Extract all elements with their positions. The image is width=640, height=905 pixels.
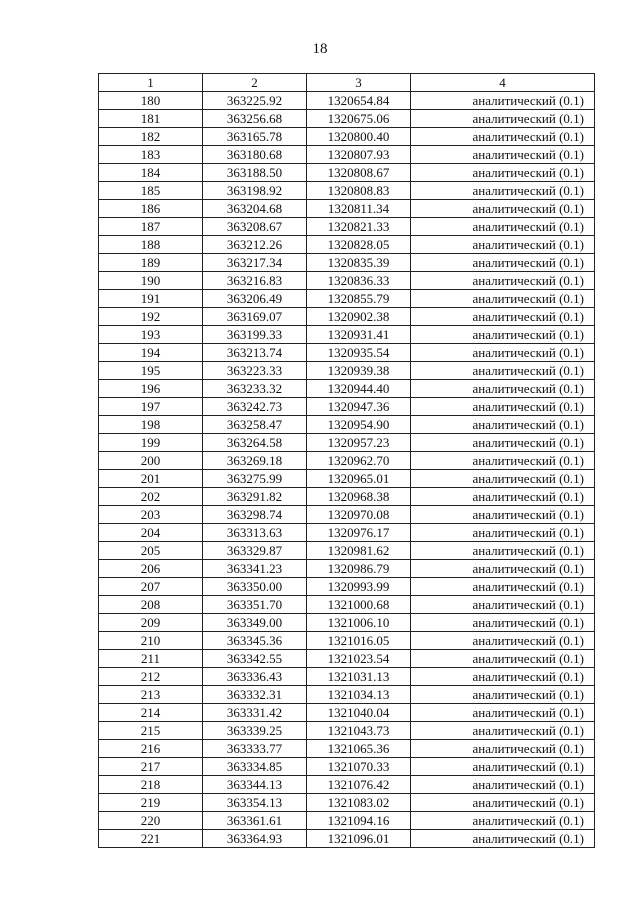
y-coordinate-cell: 1320807.93 — [307, 146, 411, 164]
y-coordinate-cell: 1320970.08 — [307, 506, 411, 524]
x-coordinate-cell: 363339.25 — [203, 722, 307, 740]
point-number-cell: 203 — [99, 506, 203, 524]
y-coordinate-cell: 1320957.23 — [307, 434, 411, 452]
method-cell: аналитический (0.1) — [411, 614, 595, 632]
point-number-cell: 195 — [99, 362, 203, 380]
method-cell: аналитический (0.1) — [411, 254, 595, 272]
table-row — [99, 704, 595, 722]
point-number-cell: 196 — [99, 380, 203, 398]
y-coordinate-cell: 1320976.17 — [307, 524, 411, 542]
table-row — [99, 254, 595, 272]
method-cell: аналитический (0.1) — [411, 182, 595, 200]
table-row — [99, 722, 595, 740]
table-row — [99, 686, 595, 704]
point-number-cell: 220 — [99, 812, 203, 830]
method-cell: аналитический (0.1) — [411, 776, 595, 794]
method-cell: аналитический (0.1) — [411, 542, 595, 560]
y-coordinate-cell: 1321023.54 — [307, 650, 411, 668]
point-number-cell: 218 — [99, 776, 203, 794]
table-row — [99, 92, 595, 110]
table-row — [99, 218, 595, 236]
point-number-cell: 182 — [99, 128, 203, 146]
method-cell: аналитический (0.1) — [411, 308, 595, 326]
point-number-cell: 188 — [99, 236, 203, 254]
column-header-4: 4 — [411, 74, 595, 92]
point-number-cell: 191 — [99, 290, 203, 308]
table-row — [99, 830, 595, 848]
point-number-cell: 213 — [99, 686, 203, 704]
point-number-cell: 200 — [99, 452, 203, 470]
y-coordinate-cell: 1321070.33 — [307, 758, 411, 776]
x-coordinate-cell: 363344.13 — [203, 776, 307, 794]
method-cell: аналитический (0.1) — [411, 524, 595, 542]
x-coordinate-cell: 363334.85 — [203, 758, 307, 776]
y-coordinate-cell: 1320835.39 — [307, 254, 411, 272]
point-number-cell: 180 — [99, 92, 203, 110]
column-header-1: 1 — [99, 74, 203, 92]
x-coordinate-cell: 363351.70 — [203, 596, 307, 614]
y-coordinate-cell: 1321065.36 — [307, 740, 411, 758]
method-cell: аналитический (0.1) — [411, 380, 595, 398]
x-coordinate-cell: 363258.47 — [203, 416, 307, 434]
table-row — [99, 452, 595, 470]
method-cell: аналитический (0.1) — [411, 146, 595, 164]
method-cell: аналитический (0.1) — [411, 398, 595, 416]
table-row — [99, 398, 595, 416]
method-cell: аналитический (0.1) — [411, 272, 595, 290]
table-row — [99, 668, 595, 686]
point-number-cell: 215 — [99, 722, 203, 740]
method-cell: аналитический (0.1) — [411, 452, 595, 470]
y-coordinate-cell: 1321034.13 — [307, 686, 411, 704]
y-coordinate-cell: 1320836.33 — [307, 272, 411, 290]
point-number-cell: 216 — [99, 740, 203, 758]
point-number-cell: 186 — [99, 200, 203, 218]
x-coordinate-cell: 363188.50 — [203, 164, 307, 182]
method-cell: аналитический (0.1) — [411, 110, 595, 128]
x-coordinate-cell: 363199.33 — [203, 326, 307, 344]
x-coordinate-cell: 363216.83 — [203, 272, 307, 290]
y-coordinate-cell: 1321006.10 — [307, 614, 411, 632]
method-cell: аналитический (0.1) — [411, 686, 595, 704]
x-coordinate-cell: 363329.87 — [203, 542, 307, 560]
x-coordinate-cell: 363354.13 — [203, 794, 307, 812]
y-coordinate-cell: 1320828.05 — [307, 236, 411, 254]
table-row — [99, 578, 595, 596]
y-coordinate-cell: 1320821.33 — [307, 218, 411, 236]
method-cell: аналитический (0.1) — [411, 578, 595, 596]
point-number-cell: 181 — [99, 110, 203, 128]
x-coordinate-cell: 363165.78 — [203, 128, 307, 146]
point-number-cell: 187 — [99, 218, 203, 236]
method-cell: аналитический (0.1) — [411, 344, 595, 362]
point-number-cell: 183 — [99, 146, 203, 164]
y-coordinate-cell: 1320939.38 — [307, 362, 411, 380]
table-row — [99, 236, 595, 254]
method-cell: аналитический (0.1) — [411, 506, 595, 524]
method-cell: аналитический (0.1) — [411, 434, 595, 452]
y-coordinate-cell: 1320811.34 — [307, 200, 411, 218]
table-row — [99, 434, 595, 452]
table-row — [99, 110, 595, 128]
point-number-cell: 205 — [99, 542, 203, 560]
table-row — [99, 380, 595, 398]
y-coordinate-cell: 1320993.99 — [307, 578, 411, 596]
table-row — [99, 650, 595, 668]
method-cell: аналитический (0.1) — [411, 470, 595, 488]
point-number-cell: 193 — [99, 326, 203, 344]
method-cell: аналитический (0.1) — [411, 830, 595, 848]
y-coordinate-cell: 1320968.38 — [307, 488, 411, 506]
method-cell: аналитический (0.1) — [411, 722, 595, 740]
y-coordinate-cell: 1321094.16 — [307, 812, 411, 830]
y-coordinate-cell: 1320931.41 — [307, 326, 411, 344]
x-coordinate-cell: 363213.74 — [203, 344, 307, 362]
table-row — [99, 416, 595, 434]
x-coordinate-cell: 363349.00 — [203, 614, 307, 632]
y-coordinate-cell: 1321040.04 — [307, 704, 411, 722]
x-coordinate-cell: 363313.63 — [203, 524, 307, 542]
y-coordinate-cell: 1321031.13 — [307, 668, 411, 686]
method-cell: аналитический (0.1) — [411, 362, 595, 380]
point-number-cell: 192 — [99, 308, 203, 326]
table-row — [99, 794, 595, 812]
table-row — [99, 758, 595, 776]
point-number-cell: 210 — [99, 632, 203, 650]
table-row — [99, 128, 595, 146]
y-coordinate-cell: 1320654.84 — [307, 92, 411, 110]
y-coordinate-cell: 1321083.02 — [307, 794, 411, 812]
point-number-cell: 212 — [99, 668, 203, 686]
x-coordinate-cell: 363341.23 — [203, 560, 307, 578]
y-coordinate-cell: 1320954.90 — [307, 416, 411, 434]
table-row — [99, 272, 595, 290]
point-number-cell: 190 — [99, 272, 203, 290]
y-coordinate-cell: 1321076.42 — [307, 776, 411, 794]
y-coordinate-cell: 1320965.01 — [307, 470, 411, 488]
table-row — [99, 182, 595, 200]
x-coordinate-cell: 363198.92 — [203, 182, 307, 200]
point-number-cell: 209 — [99, 614, 203, 632]
y-coordinate-cell: 1320675.06 — [307, 110, 411, 128]
method-cell: аналитический (0.1) — [411, 560, 595, 578]
column-header-3: 3 — [307, 74, 411, 92]
method-cell: аналитический (0.1) — [411, 596, 595, 614]
point-number-cell: 194 — [99, 344, 203, 362]
y-coordinate-cell: 1320800.40 — [307, 128, 411, 146]
x-coordinate-cell: 363350.00 — [203, 578, 307, 596]
x-coordinate-cell: 363169.07 — [203, 308, 307, 326]
y-coordinate-cell: 1321016.05 — [307, 632, 411, 650]
point-number-cell: 184 — [99, 164, 203, 182]
x-coordinate-cell: 363333.77 — [203, 740, 307, 758]
point-number-cell: 214 — [99, 704, 203, 722]
point-number-cell: 189 — [99, 254, 203, 272]
table-row — [99, 776, 595, 794]
x-coordinate-cell: 363345.36 — [203, 632, 307, 650]
method-cell: аналитический (0.1) — [411, 290, 595, 308]
y-coordinate-cell: 1320981.62 — [307, 542, 411, 560]
point-number-cell: 185 — [99, 182, 203, 200]
x-coordinate-cell: 363225.92 — [203, 92, 307, 110]
point-number-cell: 199 — [99, 434, 203, 452]
coordinates-table — [98, 73, 595, 848]
x-coordinate-cell: 363342.55 — [203, 650, 307, 668]
point-number-cell: 207 — [99, 578, 203, 596]
table-row — [99, 146, 595, 164]
point-number-cell: 198 — [99, 416, 203, 434]
method-cell: аналитический (0.1) — [411, 326, 595, 344]
x-coordinate-cell: 363275.99 — [203, 470, 307, 488]
x-coordinate-cell: 363233.32 — [203, 380, 307, 398]
point-number-cell: 221 — [99, 830, 203, 848]
method-cell: аналитический (0.1) — [411, 416, 595, 434]
x-coordinate-cell: 363256.68 — [203, 110, 307, 128]
x-coordinate-cell: 363298.74 — [203, 506, 307, 524]
x-coordinate-cell: 363242.73 — [203, 398, 307, 416]
method-cell: аналитический (0.1) — [411, 632, 595, 650]
method-cell: аналитический (0.1) — [411, 164, 595, 182]
point-number-cell: 217 — [99, 758, 203, 776]
table-row — [99, 524, 595, 542]
table-row — [99, 164, 595, 182]
table-body — [99, 92, 595, 848]
method-cell: аналитический (0.1) — [411, 236, 595, 254]
table-row — [99, 344, 595, 362]
y-coordinate-cell: 1320986.79 — [307, 560, 411, 578]
y-coordinate-cell: 1320935.54 — [307, 344, 411, 362]
method-cell: аналитический (0.1) — [411, 704, 595, 722]
table-row — [99, 470, 595, 488]
x-coordinate-cell: 363212.26 — [203, 236, 307, 254]
x-coordinate-cell: 363364.93 — [203, 830, 307, 848]
x-coordinate-cell: 363336.43 — [203, 668, 307, 686]
y-coordinate-cell: 1320947.36 — [307, 398, 411, 416]
method-cell: аналитический (0.1) — [411, 812, 595, 830]
method-cell: аналитический (0.1) — [411, 92, 595, 110]
table-row — [99, 506, 595, 524]
y-coordinate-cell: 1320808.83 — [307, 182, 411, 200]
point-number-cell: 219 — [99, 794, 203, 812]
x-coordinate-cell: 363206.49 — [203, 290, 307, 308]
table-row — [99, 488, 595, 506]
y-coordinate-cell: 1321096.01 — [307, 830, 411, 848]
x-coordinate-cell: 363180.68 — [203, 146, 307, 164]
x-coordinate-cell: 363361.61 — [203, 812, 307, 830]
table-row — [99, 326, 595, 344]
point-number-cell: 201 — [99, 470, 203, 488]
y-coordinate-cell: 1321043.73 — [307, 722, 411, 740]
y-coordinate-cell: 1320944.40 — [307, 380, 411, 398]
y-coordinate-cell: 1320902.38 — [307, 308, 411, 326]
table-row — [99, 740, 595, 758]
table-row — [99, 290, 595, 308]
table-row — [99, 596, 595, 614]
table-row — [99, 542, 595, 560]
table-row — [99, 614, 595, 632]
table-row — [99, 308, 595, 326]
table-row — [99, 362, 595, 380]
x-coordinate-cell: 363204.68 — [203, 200, 307, 218]
x-coordinate-cell: 363208.67 — [203, 218, 307, 236]
method-cell: аналитический (0.1) — [411, 128, 595, 146]
point-number-cell: 202 — [99, 488, 203, 506]
column-header-2: 2 — [203, 74, 307, 92]
point-number-cell: 206 — [99, 560, 203, 578]
point-number-cell: 211 — [99, 650, 203, 668]
x-coordinate-cell: 363223.33 — [203, 362, 307, 380]
method-cell: аналитический (0.1) — [411, 488, 595, 506]
method-cell: аналитический (0.1) — [411, 758, 595, 776]
point-number-cell: 204 — [99, 524, 203, 542]
point-number-cell: 197 — [99, 398, 203, 416]
method-cell: аналитический (0.1) — [411, 740, 595, 758]
x-coordinate-cell: 363332.31 — [203, 686, 307, 704]
method-cell: аналитический (0.1) — [411, 200, 595, 218]
page-number: 18 — [312, 41, 328, 57]
method-cell: аналитический (0.1) — [411, 794, 595, 812]
table-header-row — [99, 74, 595, 92]
table-row — [99, 200, 595, 218]
x-coordinate-cell: 363217.34 — [203, 254, 307, 272]
method-cell: аналитический (0.1) — [411, 218, 595, 236]
x-coordinate-cell: 363264.58 — [203, 434, 307, 452]
table-row — [99, 560, 595, 578]
method-cell: аналитический (0.1) — [411, 650, 595, 668]
point-number-cell: 208 — [99, 596, 203, 614]
y-coordinate-cell: 1320808.67 — [307, 164, 411, 182]
table-row — [99, 812, 595, 830]
y-coordinate-cell: 1320855.79 — [307, 290, 411, 308]
x-coordinate-cell: 363269.18 — [203, 452, 307, 470]
y-coordinate-cell: 1321000.68 — [307, 596, 411, 614]
table-row — [99, 632, 595, 650]
x-coordinate-cell: 363291.82 — [203, 488, 307, 506]
y-coordinate-cell: 1320962.70 — [307, 452, 411, 470]
method-cell: аналитический (0.1) — [411, 668, 595, 686]
x-coordinate-cell: 363331.42 — [203, 704, 307, 722]
